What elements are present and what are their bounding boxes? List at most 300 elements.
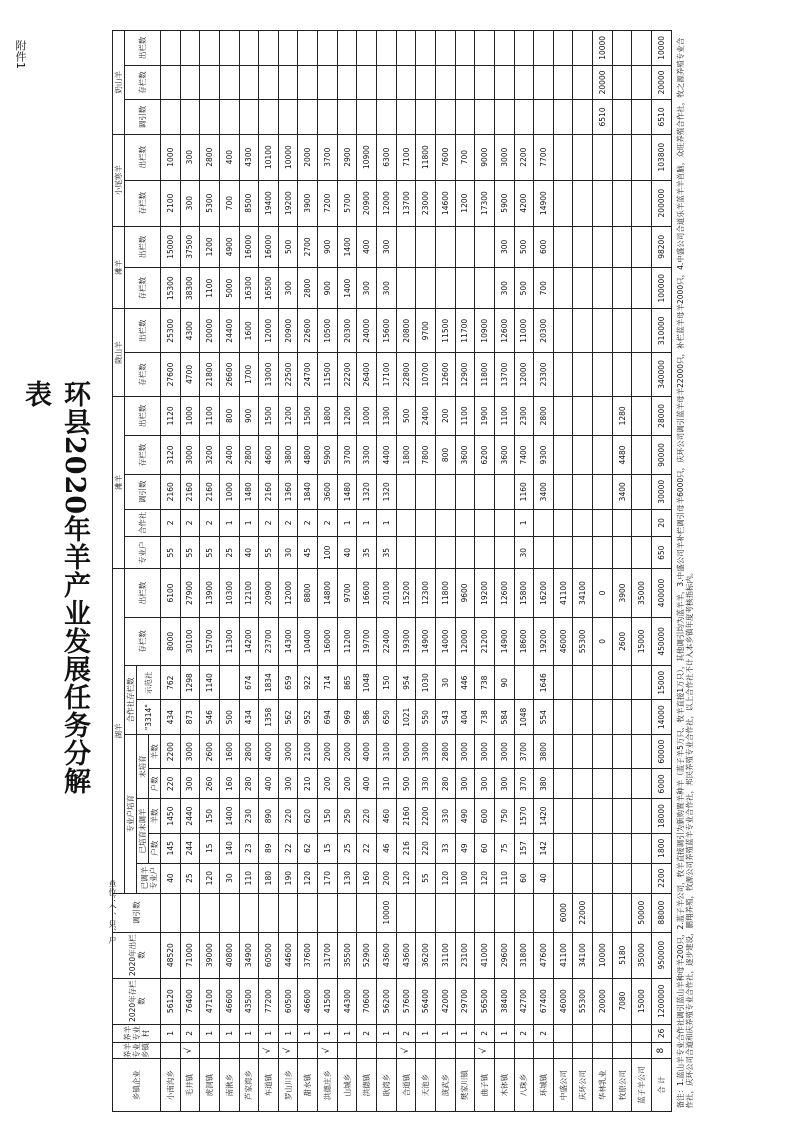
table-cell (593, 665, 613, 699)
table-cell (475, 31, 495, 66)
table-cell: 900 (239, 396, 259, 435)
table-cell: 220 (278, 799, 298, 833)
table-cell (337, 1043, 357, 1059)
header-small-out: 出栏数 (125, 134, 161, 180)
table-cell: 2900 (337, 134, 357, 180)
table-cell (573, 509, 593, 537)
table-cell: 9000 (475, 134, 495, 180)
table-cell: 1200 (337, 396, 357, 435)
table-cell: 2800 (239, 734, 259, 768)
table-cell: 3400 (534, 475, 554, 509)
table-cell: 9700 (416, 309, 436, 353)
table-cell (435, 268, 455, 309)
table-cell: 60000 (652, 734, 672, 768)
table-cell (593, 509, 613, 537)
table-cell: 300 (455, 769, 475, 799)
table-cell (573, 734, 593, 768)
table-cell: 500 (396, 769, 416, 799)
table-cell (455, 537, 475, 569)
table-cell: 38300 (180, 268, 200, 309)
table-row (318, 31, 338, 1112)
table-cell: 300 (377, 268, 397, 309)
table-cell: 55300 (573, 978, 593, 1024)
table-cell: 500 (514, 226, 534, 267)
table-cell: 1 (435, 1024, 455, 1042)
table-cell: 1 (239, 1024, 259, 1042)
row-label: 耿湾乡 (377, 1059, 397, 1112)
table-cell: 10900 (357, 134, 377, 180)
table-cell: 42000 (435, 978, 455, 1024)
table-cell: 1700 (239, 353, 259, 397)
table-cell: 1 (455, 1024, 475, 1042)
table-cell (573, 180, 593, 226)
table-cell (593, 268, 613, 309)
table-cell (435, 31, 455, 66)
table-cell (475, 475, 495, 509)
table-cell: 14000 (652, 700, 672, 734)
table-cell: 714 (318, 665, 338, 699)
table-cell: 15000 (652, 665, 672, 699)
table-cell: 13700 (396, 180, 416, 226)
table-cell (396, 226, 416, 267)
table-cell (632, 537, 652, 569)
table-cell (200, 65, 220, 99)
table-cell: 220 (416, 833, 436, 863)
table-cell: 100 (318, 537, 338, 569)
table-cell (632, 180, 652, 226)
table-cell: 3700 (337, 435, 357, 474)
table-cell: 450000 (652, 617, 672, 665)
table-cell: 12600 (435, 353, 455, 397)
table-row (573, 31, 593, 1112)
table-cell: 41000 (475, 932, 495, 978)
table-cell: 4200 (514, 180, 534, 226)
table-cell: 20000 (593, 65, 613, 99)
table-cell (593, 226, 613, 267)
table-row (377, 31, 397, 1112)
table-cell (377, 65, 397, 99)
table-cell (612, 665, 632, 699)
table-cell (416, 893, 436, 932)
table-cell: 23300 (534, 353, 554, 397)
table-cell: 10000 (652, 31, 672, 66)
table-cell (219, 665, 239, 699)
table-cell: 2300 (514, 396, 534, 435)
table-cell (534, 31, 554, 66)
row-label: 中盛公司 (553, 1059, 573, 1112)
table-cell: 55 (200, 537, 220, 569)
table-cell (396, 100, 416, 134)
table-cell: 15200 (396, 569, 416, 617)
table-cell: 1200 (455, 180, 475, 226)
table-cell: 40 (239, 537, 259, 569)
table-cell (357, 31, 377, 66)
table-cell: 76400 (180, 978, 200, 1024)
table-cell: 950000 (652, 932, 672, 978)
table-cell: 31100 (435, 932, 455, 978)
table-cell: 300 (494, 226, 514, 267)
table-cell (553, 268, 573, 309)
table-cell (318, 65, 338, 99)
table-cell: 1140 (200, 665, 220, 699)
table-cell (612, 226, 632, 267)
table-cell (435, 1043, 455, 1059)
table-cell: 250 (337, 799, 357, 833)
table-cell: 7100 (396, 134, 416, 180)
row-label: 南湫乡 (219, 1059, 239, 1112)
header-goat-group: 奶山羊 (113, 31, 125, 135)
row-label: 小南沟乡 (161, 1059, 181, 1112)
row-label: 庆环公司 (573, 1059, 593, 1112)
table-cell: 1 (337, 509, 357, 537)
table-cell: 2000 (298, 134, 318, 180)
table-cell: 88000 (652, 893, 672, 932)
table-cell (573, 833, 593, 863)
table-cell: 220 (161, 769, 181, 799)
table-cell (553, 31, 573, 66)
table-cell: 142 (534, 833, 554, 863)
table-cell (161, 65, 181, 99)
table-cell (357, 893, 377, 932)
table-cell (534, 100, 554, 134)
table-cell: 14000 (435, 617, 455, 665)
table-cell: 8500 (239, 180, 259, 226)
table-cell: 6100 (161, 569, 181, 617)
table-cell (553, 435, 573, 474)
table-cell: 1000 (180, 396, 200, 435)
header-goat-out: 出栏数 (125, 31, 161, 66)
table-cell: 7080 (612, 978, 632, 1024)
table-cell: 25 (180, 863, 200, 893)
table-cell: 2800 (435, 734, 455, 768)
table-cell: 20800 (396, 309, 416, 353)
table-cell: 490 (455, 799, 475, 833)
table-cell: 20300 (337, 309, 357, 353)
table-row (416, 31, 436, 1112)
table-cell: 60 (514, 863, 534, 893)
table-cell (514, 893, 534, 932)
table-cell: 5300 (200, 180, 220, 226)
table-cell: 40 (337, 537, 357, 569)
table-cell: 1200 (278, 396, 298, 435)
table-cell: 37600 (298, 932, 318, 978)
table-row (200, 31, 220, 1112)
table-cell (612, 65, 632, 99)
table-cell: 2 (298, 509, 318, 537)
table-cell: 20000 (593, 978, 613, 1024)
table-cell: 0 (593, 617, 613, 665)
table-cell (573, 31, 593, 66)
table-cell: 40 (161, 863, 181, 893)
table-cell: 1 (416, 1024, 436, 1042)
header-pro-household: 专业户培育 (125, 734, 137, 893)
table-cell: 16000 (259, 226, 279, 267)
table-cell: 14900 (416, 617, 436, 665)
table-cell: 216 (396, 833, 416, 863)
table-cell: 33 (435, 833, 455, 863)
table-cell: 16300 (239, 268, 259, 309)
table-cell (278, 893, 298, 932)
table-cell: 100000 (652, 268, 672, 309)
table-cell (534, 65, 554, 99)
header-hu-group: 湖羊 (113, 569, 125, 893)
table-cell (612, 833, 632, 863)
table-cell: 60 (475, 833, 495, 863)
table-cell: √ (475, 1043, 495, 1059)
table-cell (396, 893, 416, 932)
table-cell: 46600 (219, 978, 239, 1024)
table-cell (416, 268, 436, 309)
table-cell: 34900 (239, 932, 259, 978)
table-cell: 1280 (612, 396, 632, 435)
table-cell: 500 (514, 268, 534, 309)
table-cell: 700 (534, 268, 554, 309)
header-livestock-town: 养羊专业乡镇 (113, 1043, 161, 1059)
table-cell (573, 353, 593, 397)
table-cell: 659 (278, 665, 298, 699)
table-cell (593, 435, 613, 474)
table-cell (632, 509, 652, 537)
table-cell (435, 893, 455, 932)
table-cell (553, 1024, 573, 1042)
table-cell: 21200 (475, 617, 495, 665)
table-cell: 2 (357, 1024, 377, 1042)
table-cell: 1 (494, 1024, 514, 1042)
table-cell: 14900 (494, 617, 514, 665)
table-cell: 1200000 (652, 978, 672, 1024)
table-cell: 10000 (278, 134, 298, 180)
table-cell: 11800 (416, 134, 436, 180)
table-cell: 47100 (200, 978, 220, 1024)
header-done-group: 已培育未调羊 (137, 799, 149, 863)
table-cell: 310 (377, 769, 397, 799)
table-cell (573, 1043, 593, 1059)
table-cell: 1480 (337, 475, 357, 509)
table-cell: 3300 (357, 435, 377, 474)
table-cell: 750 (494, 799, 514, 833)
table-cell (161, 100, 181, 134)
table-cell: 15 (200, 833, 220, 863)
table-cell: 2 (318, 509, 338, 537)
header-dong-stock: 存栏数 (125, 353, 161, 397)
header-coop-demo: 示范社 (137, 665, 161, 699)
table-cell: 310000 (652, 309, 672, 353)
table-cell: 12000 (377, 180, 397, 226)
table-row (337, 31, 357, 1112)
table-cell: 70600 (357, 978, 377, 1024)
table-cell: 55 (259, 537, 279, 569)
table-cell (278, 100, 298, 134)
table-cell (553, 134, 573, 180)
table-cell: 280 (239, 769, 259, 799)
table-cell (632, 1043, 652, 1059)
table-cell: 3000 (455, 734, 475, 768)
table-cell (553, 799, 573, 833)
row-label: 洪德庄乡 (318, 1059, 338, 1112)
table-cell: 180 (259, 863, 279, 893)
table-cell (200, 100, 220, 134)
table-cell: 43500 (239, 978, 259, 1024)
table-cell (435, 100, 455, 134)
table-cell: 865 (337, 665, 357, 699)
table-cell: 600 (475, 799, 495, 833)
table-cell: 2 (200, 509, 220, 537)
table-cell (553, 309, 573, 353)
table-cell: 20100 (377, 569, 397, 617)
table-cell: 3000 (494, 734, 514, 768)
table-cell (416, 1043, 436, 1059)
table-cell (632, 309, 652, 353)
table-cell: 2200 (514, 134, 534, 180)
table-cell: 22400 (377, 617, 397, 665)
table-cell: 1500 (259, 396, 279, 435)
table-cell (593, 180, 613, 226)
table-cell: 21800 (200, 353, 220, 397)
table-cell: 600 (534, 226, 554, 267)
table-cell (278, 65, 298, 99)
table-row (435, 31, 455, 1112)
table-cell: 14300 (278, 617, 298, 665)
table-cell: 1 (219, 1024, 239, 1042)
table-cell: 20 (652, 509, 672, 537)
table-cell: 60500 (278, 978, 298, 1024)
table-row (652, 31, 672, 1112)
table-cell (553, 475, 573, 509)
table-cell (298, 893, 318, 932)
table-cell: 400000 (652, 569, 672, 617)
table-cell: 3700 (318, 134, 338, 180)
table-cell: 15000 (632, 617, 652, 665)
table-cell: 400 (357, 769, 377, 799)
table-cell: 20900 (259, 569, 279, 617)
table-cell: 4480 (612, 435, 632, 474)
table-cell: 35500 (337, 932, 357, 978)
table-cell: 1030 (416, 665, 436, 699)
table-cell: 52900 (357, 932, 377, 978)
table-cell: 1048 (514, 700, 534, 734)
table-cell: 300 (357, 268, 377, 309)
table-cell: 9600 (455, 569, 475, 617)
table-cell (278, 31, 298, 66)
table-cell: 98200 (652, 226, 672, 267)
table-cell: 12000 (514, 353, 534, 397)
table-cell: 2100 (298, 734, 318, 768)
table-cell (219, 31, 239, 66)
table-cell: 380 (534, 769, 554, 799)
table-cell: √ (180, 1043, 200, 1059)
table-cell (435, 226, 455, 267)
table-cell (573, 769, 593, 799)
table-cell: 12600 (494, 569, 514, 617)
table-cell: 35000 (632, 932, 652, 978)
table-cell: 42700 (514, 978, 534, 1024)
table-cell: 16000 (239, 226, 259, 267)
table-cell: 46 (377, 833, 397, 863)
header-dong-out: 出栏数 (125, 309, 161, 353)
table-cell (612, 100, 632, 134)
header-tail-group: 滩羊 (113, 226, 125, 309)
table-cell: 562 (278, 700, 298, 734)
table-cell (494, 509, 514, 537)
table-cell: 6000 (652, 769, 672, 799)
table-cell (239, 65, 259, 99)
table-cell (239, 893, 259, 932)
header-small-tail-group: 小尾寒羊 (113, 134, 125, 226)
table-cell (494, 475, 514, 509)
row-label: 车道镇 (259, 1059, 279, 1112)
table-cell: 2 (278, 509, 298, 537)
table-cell (494, 1043, 514, 1059)
table-cell: 56200 (377, 978, 397, 1024)
table-cell: 650 (652, 537, 672, 569)
table-cell: 2160 (180, 475, 200, 509)
table-cell (593, 134, 613, 180)
table-cell (593, 1024, 613, 1042)
table-cell: 20900 (278, 309, 298, 353)
table-cell (632, 100, 652, 134)
table-cell: 2800 (200, 134, 220, 180)
table-cell (593, 1043, 613, 1059)
table-cell (161, 1043, 181, 1059)
table-cell (475, 226, 495, 267)
table-cell: √ (318, 1043, 338, 1059)
table-cell (161, 893, 181, 932)
table-cell: 4700 (180, 353, 200, 397)
table-cell: 2160 (396, 799, 416, 833)
table-cell: 10000 (593, 932, 613, 978)
table-cell: 22 (278, 833, 298, 863)
table-cell: 2800 (298, 268, 318, 309)
table-cell: 300 (494, 769, 514, 799)
table-cell: 900 (318, 268, 338, 309)
table-cell: 17100 (377, 353, 397, 397)
table-cell: 1500 (298, 396, 318, 435)
table-cell (416, 65, 436, 99)
table-cell: 800 (435, 435, 455, 474)
table-cell (593, 396, 613, 435)
table-cell: 14800 (318, 569, 338, 617)
header-done-head: 羊数 (149, 799, 161, 833)
table-cell: 5000 (219, 268, 239, 309)
table-row (494, 31, 514, 1112)
table-cell: 20000 (200, 309, 220, 353)
table-cell (612, 1024, 632, 1042)
table-cell: 12000 (259, 309, 279, 353)
table-cell: 56500 (475, 978, 495, 1024)
table-cell: 500 (278, 226, 298, 267)
table-row (455, 31, 475, 1112)
table-cell (455, 509, 475, 537)
table-cell: 29700 (455, 978, 475, 1024)
table-cell: 10100 (259, 134, 279, 180)
table-cell (553, 1043, 573, 1059)
table-cell (553, 769, 573, 799)
table-cell (259, 65, 279, 99)
table-cell: 1100 (200, 268, 220, 309)
table-cell: 5900 (318, 435, 338, 474)
header-town: 乡镇企业 (113, 1059, 161, 1112)
table-cell: 55 (161, 537, 181, 569)
header-coop-group: 合作社存栏数 (125, 665, 137, 734)
row-label: 芦家湾乡 (239, 1059, 259, 1112)
row-label: 山城乡 (337, 1059, 357, 1112)
table-cell: 67400 (534, 978, 554, 1024)
table-cell (612, 268, 632, 309)
table-cell: 3400 (612, 475, 632, 509)
table-cell (632, 700, 652, 734)
table-cell: 554 (534, 700, 554, 734)
table-cell: 2160 (161, 475, 181, 509)
